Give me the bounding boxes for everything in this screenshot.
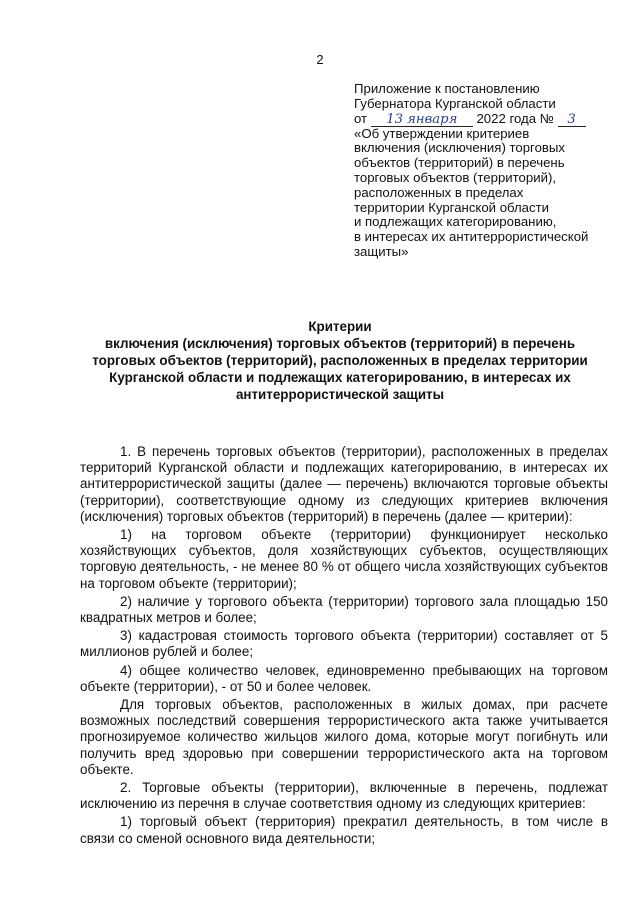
appendix-title-line: включения (исключения) торговых	[354, 140, 565, 156]
paragraph: 2. Торговые объекты (территории), включенные в перечень, подлежат исключению из перечня в случае соответствия одному из следующих критериев:	[80, 780, 608, 812]
handwritten-number: 3	[558, 113, 586, 127]
page-number: 2	[316, 52, 324, 67]
title-line: торговых объектов (территорий), расположенных в пределах территории	[92, 353, 588, 368]
paragraph: Для торговых объектов, расположенных в жилых домах, при расчете возможных последствий совершения террористического акта также учитывается прогнозируемое количество жильцов жилого дома, которые могут погибнуть или получить вред здоровью при совершении террористического акта на торговом объекте.	[80, 697, 608, 777]
appendix-title-line: в интересах их антитеррористической	[354, 229, 589, 245]
paragraph: 1. В перечень торговых объектов (территории), расположенных в пределах территорий Курганской области и подлежащих категорированию, в интересах их антитеррористической защиты (далее — перечень) включаются торговые объекты (территории), соответствующие одному из следующих критериев включения (исключения) торговых объектов (территорий) в перечень (далее — критерии):	[80, 444, 608, 524]
appendix-line: Губернатора Курганской области	[354, 95, 556, 111]
handwritten-date: 13 января	[371, 113, 473, 127]
document-body	[80, 444, 608, 847]
title-heading: Критерии	[308, 319, 372, 334]
title-line: Курганской области и подлежащих категорированию, в интересах их	[109, 370, 571, 385]
document-title	[80, 318, 600, 403]
paragraph: 2) наличие у торгового объекта (территории) торгового зала площадью 150 квадратных метров и более;	[80, 593, 608, 626]
title-line: включения (исключения) торговых объектов (территорий) в перечень	[104, 336, 576, 351]
paragraph: 1) на торговом объекте (территории) функционирует несколько хозяйствующих субъектов, доля хозяйствующих субъектов, осуществляющих торговую деятельность, - не менее 80 % от общего числа хозяйствующих субъектов на торговом объекте (территории);	[80, 527, 608, 591]
appendix-title-line: объектов (территорий) в перечень	[354, 155, 565, 171]
appendix-title-line: территории Курганской области	[354, 199, 550, 215]
title-line: антитеррористической защиты	[235, 387, 445, 402]
paragraph: 3) кадастровая стоимость торгового объекта (территории) составляет от 5 миллионов рублей и более;	[80, 628, 608, 660]
appendix-block	[354, 82, 614, 260]
appendix-date-line	[354, 112, 614, 127]
appendix-title-line: торговых объектов (территорий),	[354, 169, 556, 185]
from-prefix: от	[354, 110, 368, 126]
appendix-title-line: и подлежащих категорированию,	[354, 214, 557, 230]
appendix-line: Приложение к постановлению	[354, 81, 540, 96]
year-text: 2022 года №	[476, 110, 554, 126]
appendix-title-line: «Об утверждении критериев	[354, 125, 530, 141]
paragraph: 1) торговый объект (территория) прекратил деятельность, в том числе в связи со сменой основного вида деятельности;	[80, 814, 608, 846]
paragraph: 4) общее количество человек, единовременно пребывающих на торговом объекте (территории), - от 50 и более человек.	[80, 662, 608, 694]
appendix-title-line: расположенных в пределах	[354, 184, 524, 200]
appendix-title-line: защиты»	[354, 243, 409, 259]
